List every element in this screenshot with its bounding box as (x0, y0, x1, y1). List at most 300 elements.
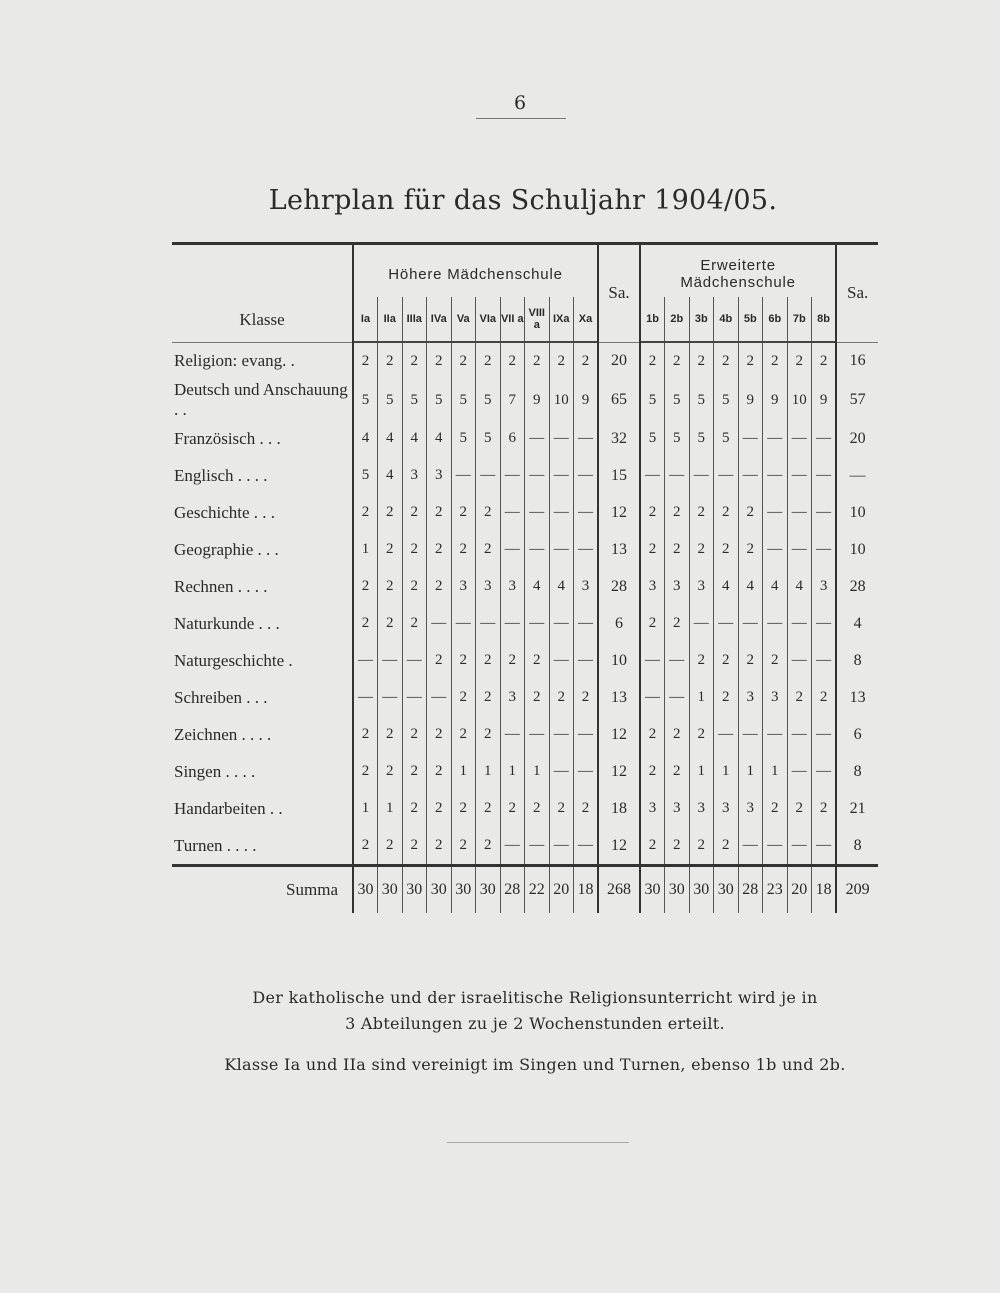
row-total-hoehere: 32 (598, 420, 640, 457)
row-total-hoehere: 6 (598, 605, 640, 642)
row-total-erweiterte: 13 (836, 679, 878, 716)
hours-cell: — (549, 494, 574, 531)
hours-cell: 5 (689, 380, 714, 420)
hours-cell: 2 (451, 790, 476, 827)
hours-cell: 2 (378, 605, 403, 642)
bottom-rule (447, 1142, 629, 1143)
table-row (172, 827, 878, 866)
hours-cell: — (574, 642, 599, 679)
hours-cell: — (787, 494, 812, 531)
hours-cell: 2 (451, 642, 476, 679)
hours-cell: 4 (378, 457, 403, 494)
hours-cell: 5 (476, 420, 501, 457)
hours-cell: 2 (402, 827, 427, 866)
hours-cell: — (714, 457, 739, 494)
table-row (172, 380, 878, 420)
hours-cell: — (812, 420, 837, 457)
table-row (172, 342, 878, 380)
hours-cell: 2 (787, 790, 812, 827)
subject-label: Naturgeschichte . (172, 642, 353, 679)
hours-cell: — (500, 494, 525, 531)
hours-cell: — (812, 605, 837, 642)
hours-cell: 3 (648, 578, 657, 594)
hours-cell: 1 (689, 753, 714, 790)
summa-cell: 20 (549, 866, 574, 914)
subject-label: Deutsch und Anschauung . . (172, 380, 353, 420)
hours-cell: 2 (689, 494, 714, 531)
hours-cell: — (645, 689, 661, 705)
hours-cell: 9 (763, 380, 788, 420)
note-religion-line-2: 3 Abteilungen zu je 2 Wochenstunden erteilt. (345, 1014, 725, 1033)
hours-cell: — (689, 605, 714, 642)
hours-cell: — (665, 642, 690, 679)
hours-cell: 2 (574, 679, 599, 716)
hours-cell: 2 (476, 531, 501, 568)
hours-cell: 2 (451, 679, 476, 716)
hours-cell: 4 (361, 430, 370, 446)
hours-cell: 2 (689, 342, 714, 380)
group-erweiterte-maedchenschule: Erweiterte Mädchenschule (640, 244, 836, 298)
row-total-hoehere: 13 (598, 531, 640, 568)
hours-cell: 4 (525, 568, 550, 605)
hours-cell: 2 (476, 716, 501, 753)
hours-cell: — (763, 420, 788, 457)
hours-cell: 2 (665, 716, 690, 753)
hours-cell: 2 (427, 342, 452, 380)
hours-cell: 2 (648, 726, 657, 742)
hours-cell: 2 (763, 642, 788, 679)
hours-cell: — (358, 689, 373, 705)
hours-cell: — (476, 457, 501, 494)
hours-cell: — (812, 531, 837, 568)
column-header-hoehere: IIIa (402, 297, 427, 342)
table-row (172, 420, 878, 457)
column-header-erweiterte: 4b (714, 297, 739, 342)
subject-label: Schreiben . . . (172, 679, 353, 716)
hours-cell: — (402, 642, 427, 679)
hours-cell: — (738, 457, 763, 494)
row-total-erweiterte: 20 (836, 420, 878, 457)
column-header-erweiterte: 7b (787, 297, 812, 342)
hours-cell: — (812, 457, 837, 494)
row-total-erweiterte: 16 (836, 342, 878, 380)
table-row (172, 642, 878, 679)
column-header-erweiterte: 2b (665, 297, 690, 342)
column-header-hoehere: IIa (378, 297, 403, 342)
hours-cell: — (574, 457, 599, 494)
hours-cell: — (525, 531, 550, 568)
hours-cell: — (549, 716, 574, 753)
hours-cell: 10 (787, 380, 812, 420)
row-total-hoehere: 28 (598, 568, 640, 605)
hours-cell: 2 (648, 504, 657, 520)
subject-label: Naturkunde . . . (172, 605, 353, 642)
hours-cell: 2 (451, 342, 476, 380)
hours-cell: 2 (427, 790, 452, 827)
lesson-plan-table (172, 242, 878, 913)
hours-cell: — (500, 827, 525, 866)
hours-cell: 2 (714, 827, 739, 866)
hours-cell: — (763, 531, 788, 568)
hours-cell: 2 (574, 790, 599, 827)
hours-cell: 1 (525, 753, 550, 790)
hours-cell: 2 (427, 494, 452, 531)
subject-label: Zeichnen . . . . (172, 716, 353, 753)
row-total-erweiterte: 8 (836, 827, 878, 866)
hours-cell: 2 (689, 531, 714, 568)
hours-cell: 1 (689, 679, 714, 716)
hours-cell: 2 (812, 342, 837, 380)
hours-cell: 4 (378, 420, 403, 457)
hours-cell: 2 (476, 494, 501, 531)
hours-cell: 5 (665, 420, 690, 457)
hours-cell: 5 (361, 467, 370, 483)
lesson-plan-grid (172, 242, 878, 913)
table-row (172, 531, 878, 568)
hours-cell: — (812, 716, 837, 753)
hours-cell: 2 (500, 342, 525, 380)
hours-cell: — (358, 652, 373, 668)
table-row (172, 457, 878, 494)
hours-cell: 2 (738, 494, 763, 531)
hours-cell: — (574, 420, 599, 457)
summa-cell: 20 (787, 866, 812, 914)
hours-cell: 2 (549, 679, 574, 716)
summa-cell: 30 (476, 866, 501, 914)
hours-cell: — (500, 531, 525, 568)
hours-cell: — (812, 494, 837, 531)
subject-label: Geschichte . . . (172, 494, 353, 531)
hours-cell: 9 (525, 380, 550, 420)
hours-cell: — (402, 679, 427, 716)
hours-cell: 3 (714, 790, 739, 827)
hours-cell: 2 (451, 827, 476, 866)
hours-cell: 2 (525, 790, 550, 827)
hours-cell: — (378, 679, 403, 716)
hours-cell: 2 (451, 531, 476, 568)
hours-cell: 2 (689, 642, 714, 679)
hours-cell: — (500, 457, 525, 494)
summa-label: Summa (172, 866, 353, 914)
hours-cell: 5 (648, 391, 657, 408)
hours-cell: 2 (402, 753, 427, 790)
row-total-erweiterte: 28 (836, 568, 878, 605)
row-total-hoehere: 10 (598, 642, 640, 679)
hours-cell: 2 (640, 342, 665, 380)
hours-cell: 9 (574, 380, 599, 420)
hours-cell: 4 (427, 420, 452, 457)
hours-cell: 3 (574, 568, 599, 605)
hours-cell: 2 (763, 342, 788, 380)
summa-cell: 28 (738, 866, 763, 914)
row-total-hoehere: 12 (598, 494, 640, 531)
hours-cell: 2 (427, 753, 452, 790)
hours-cell: — (689, 457, 714, 494)
hours-cell: — (549, 605, 574, 642)
hours-cell: 2 (525, 679, 550, 716)
row-total-hoehere: 20 (598, 342, 640, 380)
hours-cell: 5 (402, 380, 427, 420)
hours-cell: 1 (451, 753, 476, 790)
summa-cell: 30 (451, 866, 476, 914)
column-header-erweiterte: 1b (640, 297, 665, 342)
subject-label: Religion: evang. . (172, 342, 353, 380)
hours-cell: — (574, 716, 599, 753)
hours-cell: 3 (812, 568, 837, 605)
hours-cell: 2 (451, 494, 476, 531)
row-total-erweiterte: 8 (836, 753, 878, 790)
hours-cell: 2 (378, 753, 403, 790)
row-total-erweiterte: 4 (836, 605, 878, 642)
summa-row (172, 866, 878, 914)
hours-cell: 1 (361, 541, 370, 557)
hours-cell: 2 (689, 716, 714, 753)
hours-cell: 1 (714, 753, 739, 790)
hours-cell: — (549, 753, 574, 790)
column-header-hoehere: VII a (500, 297, 525, 342)
hours-cell: 2 (665, 342, 690, 380)
summa-cell: 30 (378, 866, 403, 914)
summa-cell: 22 (525, 866, 550, 914)
hours-cell: 2 (361, 837, 370, 853)
sa-header-1: Sa. (598, 244, 640, 343)
hours-cell: 2 (378, 531, 403, 568)
group-hoehere-maedchenschule: Höhere Mädchenschule (353, 244, 598, 298)
hours-cell: 9 (738, 380, 763, 420)
hours-cell: 1 (738, 753, 763, 790)
hours-cell: — (738, 716, 763, 753)
subject-label: Geographie . . . (172, 531, 353, 568)
hours-cell: 5 (451, 380, 476, 420)
hours-cell: 2 (738, 342, 763, 380)
subject-label: Handarbeiten . . (172, 790, 353, 827)
hours-cell: 2 (648, 763, 657, 779)
hours-cell: 2 (427, 716, 452, 753)
row-total-hoehere: 65 (598, 380, 640, 420)
hours-cell: 2 (476, 679, 501, 716)
hours-cell: 2 (812, 679, 837, 716)
subject-label: Englisch . . . . (172, 457, 353, 494)
row-total-erweiterte: 21 (836, 790, 878, 827)
hours-cell: 3 (738, 679, 763, 716)
hours-cell: 2 (361, 726, 370, 742)
hours-cell: — (378, 642, 403, 679)
hours-cell: — (451, 605, 476, 642)
table-row (172, 753, 878, 790)
hours-cell: 2 (738, 642, 763, 679)
summa-cell: 30 (689, 866, 714, 914)
hours-cell: 2 (378, 716, 403, 753)
row-total-erweiterte: 6 (836, 716, 878, 753)
hours-cell: 4 (738, 568, 763, 605)
hours-cell: 2 (714, 342, 739, 380)
hours-cell: 9 (812, 380, 837, 420)
page-number: 6 (513, 92, 527, 114)
hours-cell: 2 (402, 716, 427, 753)
column-header-erweiterte: 5b (738, 297, 763, 342)
hours-cell: 2 (361, 578, 370, 594)
hours-cell: — (525, 494, 550, 531)
hours-cell: — (787, 605, 812, 642)
hours-cell: — (549, 642, 574, 679)
hours-cell: 2 (500, 790, 525, 827)
hours-cell: — (763, 605, 788, 642)
summa-cell: 30 (402, 866, 427, 914)
hours-cell: 4 (549, 568, 574, 605)
summa-cell: 28 (500, 866, 525, 914)
hours-cell: — (763, 827, 788, 866)
hours-cell: 3 (689, 568, 714, 605)
hours-cell: — (549, 531, 574, 568)
hours-cell: — (525, 827, 550, 866)
hours-cell: 2 (787, 342, 812, 380)
row-total-erweiterte: — (836, 457, 878, 494)
row-total-erweiterte: 10 (836, 494, 878, 531)
column-header-hoehere: Va (451, 297, 476, 342)
hours-cell: 7 (500, 380, 525, 420)
hours-cell: 3 (402, 457, 427, 494)
klasse-header: Klasse (172, 244, 353, 343)
hours-cell: 2 (378, 827, 403, 866)
hours-cell: — (427, 679, 452, 716)
hours-cell: — (738, 420, 763, 457)
hours-cell: 3 (665, 568, 690, 605)
hours-cell: 2 (648, 615, 657, 631)
hours-cell: 2 (476, 642, 501, 679)
note-combined-classes: Klasse Ia und IIa sind vereinigt im Singen und Turnen, ebenso 1b und 2b. (224, 1055, 846, 1074)
hours-cell: 2 (549, 790, 574, 827)
table-row (172, 494, 878, 531)
hours-cell: 2 (402, 342, 427, 380)
table-row (172, 716, 878, 753)
sa-header-2: Sa. (836, 244, 878, 343)
hours-cell: — (738, 605, 763, 642)
column-header-hoehere: Ia (353, 297, 378, 342)
hours-cell: 2 (763, 790, 788, 827)
hours-cell: 5 (714, 380, 739, 420)
hours-cell: 2 (402, 568, 427, 605)
table-row (172, 790, 878, 827)
hours-cell: — (787, 457, 812, 494)
hours-cell: 2 (378, 568, 403, 605)
hours-cell: — (787, 531, 812, 568)
hours-cell: 3 (648, 800, 657, 816)
summa-total-hoehere: 268 (598, 866, 640, 914)
hours-cell: — (812, 642, 837, 679)
hours-cell: 3 (500, 679, 525, 716)
page-title: Lehrplan für das Schuljahr 1904/05. (268, 185, 778, 216)
summa-cell: 30 (665, 866, 690, 914)
hours-cell: 2 (402, 605, 427, 642)
hours-cell: 2 (402, 790, 427, 827)
hours-cell: 2 (361, 504, 370, 520)
row-total-hoehere: 12 (598, 716, 640, 753)
hours-cell: — (574, 827, 599, 866)
hours-cell: — (549, 420, 574, 457)
hours-cell: 10 (549, 380, 574, 420)
hours-cell: — (574, 531, 599, 568)
hours-cell: 2 (427, 827, 452, 866)
hours-cell: 2 (476, 827, 501, 866)
hours-cell: 1 (476, 753, 501, 790)
hours-cell: 6 (500, 420, 525, 457)
hours-cell: — (763, 494, 788, 531)
summa-cell: 18 (812, 866, 837, 914)
summa-cell: 30 (714, 866, 739, 914)
hours-cell: 3 (451, 568, 476, 605)
hours-cell: 3 (689, 790, 714, 827)
hours-cell: — (476, 605, 501, 642)
hours-cell: — (763, 716, 788, 753)
hours-cell: 3 (665, 790, 690, 827)
subject-label: Singen . . . . (172, 753, 353, 790)
hours-cell: 1 (378, 790, 403, 827)
hours-cell: — (549, 827, 574, 866)
hours-cell: 2 (361, 763, 370, 779)
hours-cell: — (574, 605, 599, 642)
hours-cell: 2 (665, 753, 690, 790)
hours-cell: — (645, 467, 661, 483)
subject-label: Französisch . . . (172, 420, 353, 457)
hours-cell: — (787, 642, 812, 679)
hours-cell: — (500, 716, 525, 753)
subject-label: Rechnen . . . . (172, 568, 353, 605)
row-total-erweiterte: 57 (836, 380, 878, 420)
hours-cell: — (812, 753, 837, 790)
hours-cell: — (500, 605, 525, 642)
hours-cell: 2 (353, 342, 378, 380)
hours-cell: 2 (714, 494, 739, 531)
row-total-hoehere: 13 (598, 679, 640, 716)
hours-cell: 2 (665, 531, 690, 568)
hours-cell: — (787, 420, 812, 457)
hours-cell: — (714, 716, 739, 753)
hours-cell: 4 (714, 568, 739, 605)
hours-cell: 2 (427, 531, 452, 568)
hours-cell: 5 (648, 430, 657, 446)
hours-cell: 2 (714, 679, 739, 716)
column-header-erweiterte: 8b (812, 297, 837, 342)
hours-cell: 2 (648, 837, 657, 853)
hours-cell: — (549, 457, 574, 494)
hours-cell: — (525, 457, 550, 494)
summa-cell: 30 (353, 866, 378, 914)
row-total-erweiterte: 8 (836, 642, 878, 679)
hours-cell: 2 (665, 827, 690, 866)
summa-total-erweiterte: 209 (836, 866, 878, 914)
hours-cell: 2 (427, 642, 452, 679)
table-row (172, 568, 878, 605)
hours-cell: 2 (812, 790, 837, 827)
summa-cell: 23 (763, 866, 788, 914)
summa-cell: 30 (640, 866, 665, 914)
hours-cell: — (738, 827, 763, 866)
hours-cell: 3 (427, 457, 452, 494)
hours-cell: — (525, 420, 550, 457)
summa-cell: 30 (427, 866, 452, 914)
hours-cell: — (763, 457, 788, 494)
hours-cell: — (787, 753, 812, 790)
hours-cell: 2 (665, 605, 690, 642)
hours-cell: 2 (476, 342, 501, 380)
column-header-hoehere: Xa (574, 297, 599, 342)
hours-cell: — (525, 605, 550, 642)
hours-cell: 2 (549, 342, 574, 380)
row-total-hoehere: 15 (598, 457, 640, 494)
hours-cell: 1 (361, 800, 370, 816)
hours-cell: 5 (378, 380, 403, 420)
table-row (172, 605, 878, 642)
